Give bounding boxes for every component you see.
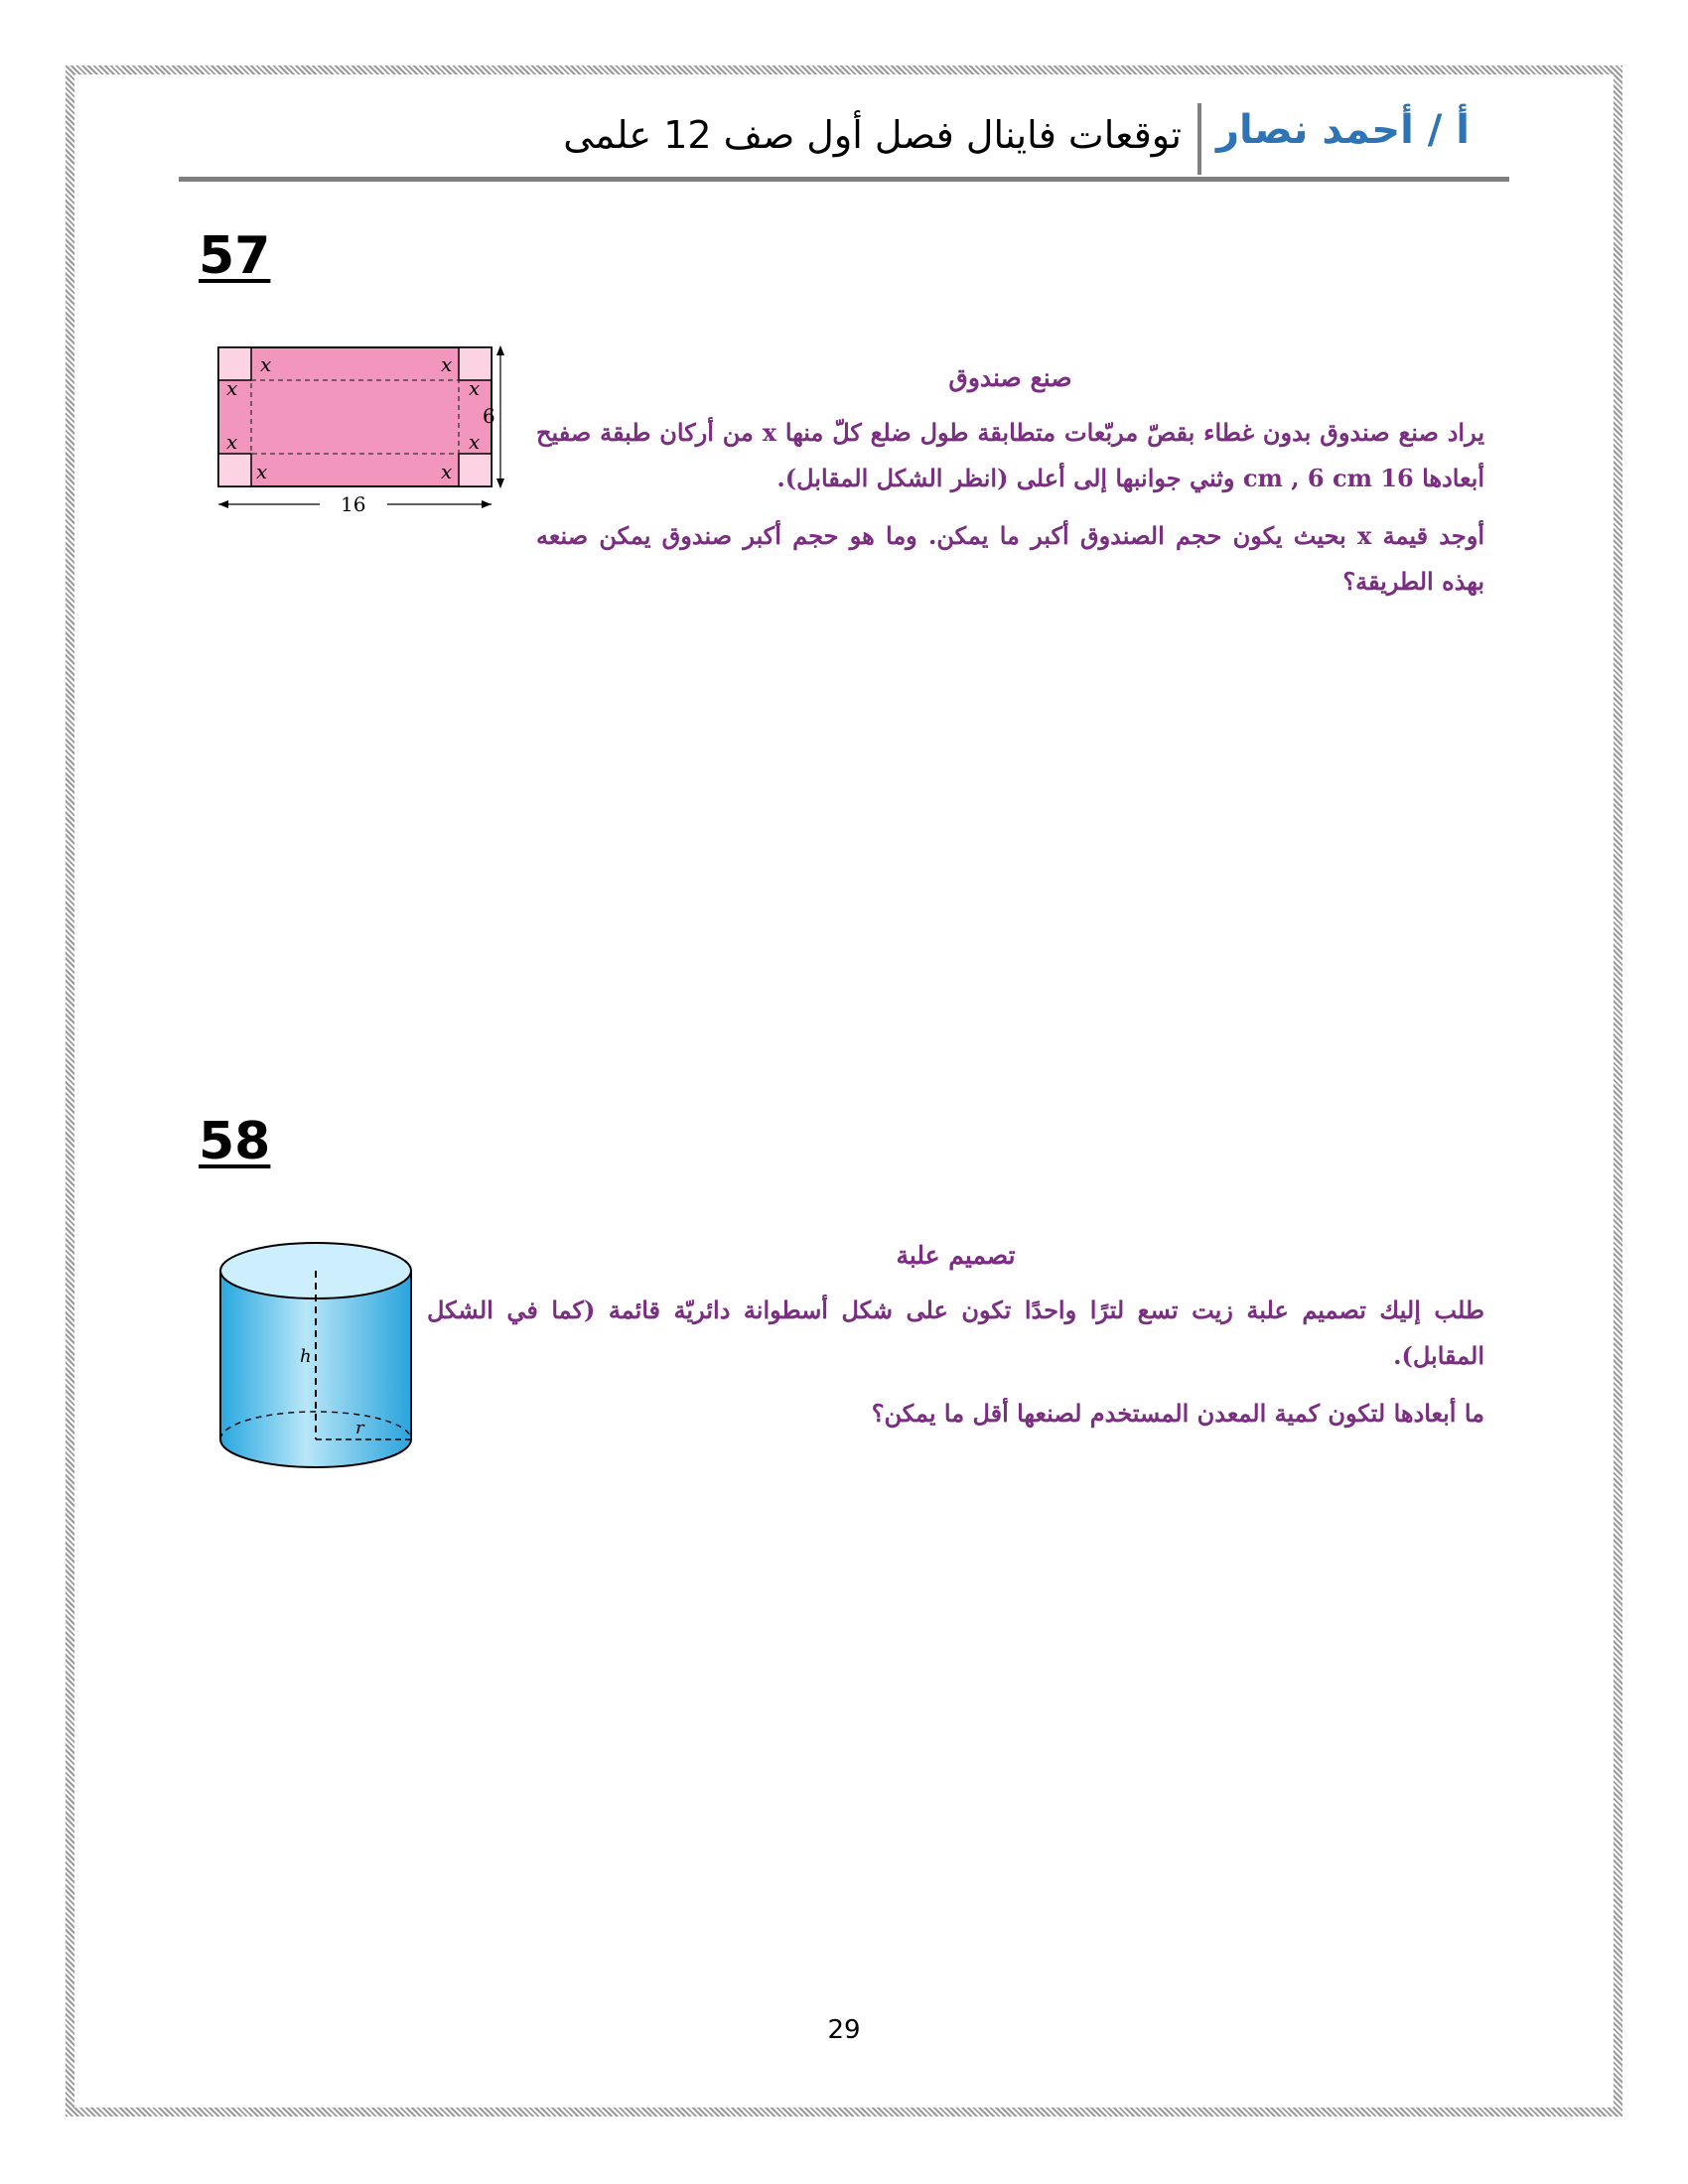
x-label: x xyxy=(226,376,238,400)
problem-57 xyxy=(536,363,1484,616)
cylinder-figure xyxy=(209,1231,427,1479)
problem-paragraph: يراد صنع صندوق بدون غطاء بقصّ مربّعات متطابقة طول ضلع كلّ منها x من أركان طبقة صفيح أبعادها 16 cm , 6 cm وثني جوانبها إلى أعلى (انظر الشكل المقابل). xyxy=(536,418,1484,492)
x-label: x xyxy=(469,430,481,454)
page-header xyxy=(179,99,1509,179)
x-label: x xyxy=(469,376,481,400)
x-label: x xyxy=(441,460,453,483)
question-number-57: 57 xyxy=(199,226,271,286)
radius-label: r xyxy=(355,1418,364,1438)
corner-square xyxy=(218,454,251,486)
x-label: x xyxy=(226,430,238,454)
question-number-58: 58 xyxy=(199,1112,271,1171)
box-net-figure xyxy=(209,338,506,521)
problem-title: صنع صندوق xyxy=(948,363,1072,392)
corner-square xyxy=(459,454,492,486)
header-separator xyxy=(1197,103,1201,175)
height-label: 6 xyxy=(483,404,495,428)
x-label: x xyxy=(441,352,453,376)
problem-58 xyxy=(427,1241,1484,1448)
x-label: x xyxy=(260,352,272,376)
problem-paragraph: طلب إليك تصميم علبة زيت تسع لترًا واحدًا تكون على شكل أسطوانة دائريّة قائمة (كما في الشكل المقابل). xyxy=(427,1296,1484,1370)
header-rule xyxy=(179,177,1509,182)
header-title: توقعات فاينال فصل أول صف 12 علمى xyxy=(563,113,1182,157)
problem-title: تصميم علبة xyxy=(896,1241,1016,1270)
x-label: x xyxy=(256,460,268,483)
header-author: أ / أحمد نصار xyxy=(1215,107,1470,153)
height-label: h xyxy=(300,1346,312,1367)
problem-paragraph: أوجد قيمة x بحيث يكون حجم الصندوق أكبر ما يمكن. وما هو حجم أكبر صندوق يمكن صنعه بهذه الطريقة؟ xyxy=(536,521,1484,596)
problem-paragraph: ما أبعادها لتكون كمية المعدن المستخدم لصنعها أقل ما يمكن؟ xyxy=(871,1399,1484,1428)
page-number: 29 xyxy=(827,2015,861,2045)
width-label: 16 xyxy=(341,492,366,516)
